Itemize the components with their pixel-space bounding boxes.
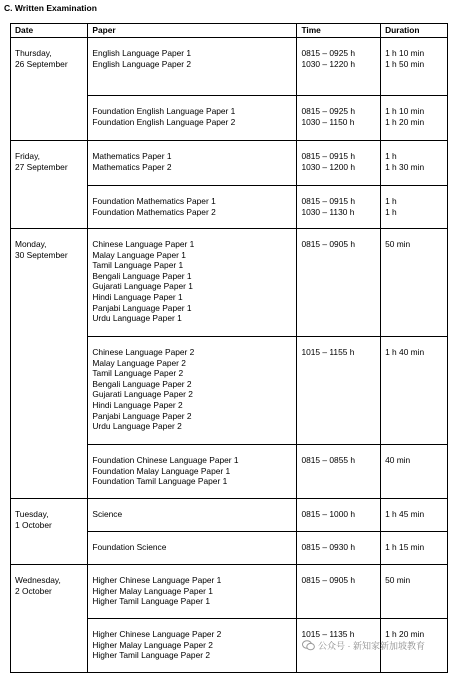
table-row	[11, 565, 448, 619]
duration-cell-line: 1 h 20 min	[385, 116, 425, 127]
paper-cell-line: English Language Paper 1	[92, 48, 192, 58]
time-cell-line: 1030 – 1150 h	[301, 116, 355, 127]
duration-cell-line: 1 h 20 min	[385, 629, 425, 639]
paper-cell-line: Tamil Language Paper 2	[92, 368, 184, 379]
table-row	[11, 229, 448, 337]
wechat-icon	[302, 640, 315, 651]
paper-cell	[88, 337, 297, 445]
duration-cell	[381, 38, 448, 96]
column-header-date: Date	[11, 24, 88, 38]
paper-cell-line: English Language Paper 2	[92, 58, 192, 69]
paper-cell-line: Hindi Language Paper 1	[92, 291, 183, 302]
paper-cell-line: Bengali Language Paper 2	[92, 378, 192, 389]
date-cell-line: 1 October	[15, 519, 52, 530]
duration-cell-line: 1 h 30 min	[385, 161, 425, 172]
section-heading: C. Written Examination	[4, 3, 97, 13]
paper-cell-line: Hindi Language Paper 2	[92, 399, 183, 410]
time-cell	[297, 565, 381, 619]
date-cell	[11, 565, 88, 673]
date-cell-line: Monday,	[15, 239, 47, 249]
duration-cell	[381, 337, 448, 445]
time-cell-line: 0815 – 0915 h	[301, 151, 355, 161]
paper-cell	[88, 619, 297, 673]
paper-cell-line: Chinese Language Paper 1	[92, 239, 195, 249]
time-cell-line: 0815 – 0930 h	[301, 542, 355, 552]
paper-cell-line: Science	[92, 509, 123, 519]
time-cell-line: 0815 – 0925 h	[301, 106, 355, 116]
paper-cell-line: Foundation Mathematics Paper 2	[92, 206, 216, 217]
date-cell-line: 27 September	[15, 161, 68, 172]
time-cell-line: 0815 – 0905 h	[301, 575, 355, 585]
exam-timetable	[10, 23, 448, 673]
time-cell-line: 1015 – 1135 h	[301, 629, 355, 639]
duration-cell	[381, 229, 448, 337]
duration-cell	[381, 565, 448, 619]
paper-cell-line: Bengali Language Paper 1	[92, 270, 192, 281]
duration-cell-line: 1 h 10 min	[385, 106, 425, 116]
duration-cell-line: 50 min	[385, 239, 411, 249]
time-cell	[297, 532, 381, 565]
time-cell	[297, 445, 381, 499]
date-cell	[11, 499, 88, 565]
date-cell-line: 30 September	[15, 249, 68, 260]
paper-cell	[88, 186, 297, 229]
paper-cell	[88, 532, 297, 565]
time-cell-line: 1030 – 1200 h	[301, 161, 355, 172]
time-cell	[297, 38, 381, 96]
paper-cell-line: Foundation Malay Language Paper 1	[92, 465, 231, 476]
paper-cell-line: Higher Chinese Language Paper 2	[92, 629, 222, 639]
paper-cell	[88, 445, 297, 499]
table-body	[11, 38, 448, 673]
paper-cell-line: Urdu Language Paper 1	[92, 313, 182, 324]
paper-cell	[88, 499, 297, 532]
paper-cell-line: Malay Language Paper 2	[92, 357, 186, 368]
column-header-duration: Duration	[381, 24, 448, 38]
time-cell-line: 0815 – 0905 h	[301, 239, 355, 249]
column-header-paper: Paper	[88, 24, 297, 38]
duration-cell	[381, 532, 448, 565]
paper-cell-line: Tamil Language Paper 1	[92, 260, 184, 271]
watermark-text: 公众号 · 新知家新加坡教育	[318, 641, 425, 651]
duration-cell-line: 1 h	[385, 206, 397, 217]
duration-cell-line: 1 h 15 min	[385, 542, 425, 552]
date-cell-line: 26 September	[15, 58, 68, 69]
date-cell-line: 2 October	[15, 585, 52, 596]
duration-cell	[381, 445, 448, 499]
time-cell	[297, 186, 381, 229]
paper-cell-line: Panjabi Language Paper 2	[92, 410, 192, 421]
date-cell-line: Thursday,	[15, 48, 52, 58]
duration-cell-line: 40 min	[385, 455, 411, 465]
paper-cell-line: Higher Malay Language Paper 1	[92, 585, 213, 596]
date-cell-line: Wednesday,	[15, 575, 61, 585]
paper-cell	[88, 565, 297, 619]
date-cell	[11, 141, 88, 229]
paper-cell-line: Foundation Chinese Language Paper 1	[92, 455, 239, 465]
duration-cell-line: 1 h 40 min	[385, 347, 425, 357]
time-cell-line: 1030 – 1130 h	[301, 206, 355, 217]
time-cell	[297, 499, 381, 532]
watermark	[302, 639, 425, 652]
date-cell-line: Tuesday,	[15, 509, 49, 519]
duration-cell-line: 1 h 50 min	[385, 58, 425, 69]
table-row	[11, 499, 448, 532]
time-cell-line: 0815 – 0925 h	[301, 48, 355, 58]
time-cell	[297, 141, 381, 186]
paper-cell-line: Mathematics Paper 2	[92, 161, 172, 172]
paper-cell	[88, 229, 297, 337]
paper-cell-line: Gujarati Language Paper 2	[92, 389, 193, 400]
paper-cell	[88, 96, 297, 141]
date-cell-line: Friday,	[15, 151, 40, 161]
duration-cell-line: 50 min	[385, 575, 411, 585]
paper-cell-line: Foundation English Language Paper 2	[92, 116, 236, 127]
time-cell	[297, 229, 381, 337]
paper-cell	[88, 38, 297, 96]
paper-cell-line: Mathematics Paper 1	[92, 151, 172, 161]
paper-cell-line: Foundation Science	[92, 542, 167, 552]
paper-cell-line: Foundation Mathematics Paper 1	[92, 196, 216, 206]
time-cell-line: 0815 – 0855 h	[301, 455, 355, 465]
paper-cell-line: Malay Language Paper 1	[92, 249, 186, 260]
paper-cell-line: Foundation Tamil Language Paper 1	[92, 476, 228, 487]
paper-cell-line: Panjabi Language Paper 1	[92, 302, 192, 313]
date-cell	[11, 38, 88, 141]
paper-cell	[88, 141, 297, 186]
duration-cell-line: 1 h	[385, 151, 397, 161]
duration-cell	[381, 141, 448, 186]
date-cell	[11, 229, 88, 499]
table-row	[11, 141, 448, 186]
paper-cell-line: Higher Malay Language Paper 2	[92, 639, 213, 650]
paper-cell-line: Urdu Language Paper 2	[92, 421, 182, 432]
paper-cell-line: Chinese Language Paper 2	[92, 347, 195, 357]
table-header-row	[11, 24, 448, 38]
time-cell-line: 1030 – 1220 h	[301, 58, 355, 69]
duration-cell-line: 1 h 10 min	[385, 48, 425, 58]
table-row	[11, 38, 448, 96]
column-header-time: Time	[297, 24, 381, 38]
paper-cell-line: Higher Chinese Language Paper 1	[92, 575, 222, 585]
duration-cell-line: 1 h 45 min	[385, 509, 425, 519]
paper-cell-line: Gujarati Language Paper 1	[92, 281, 193, 292]
duration-cell-line: 1 h	[385, 196, 397, 206]
time-cell-line: 1015 – 1155 h	[301, 347, 355, 357]
paper-cell-line: Higher Tamil Language Paper 1	[92, 596, 210, 607]
duration-cell	[381, 96, 448, 141]
time-cell	[297, 96, 381, 141]
paper-cell-line: Foundation English Language Paper 1	[92, 106, 236, 116]
paper-cell-line: Higher Tamil Language Paper 2	[92, 650, 210, 661]
time-cell-line: 0815 – 1000 h	[301, 509, 355, 519]
time-cell	[297, 337, 381, 445]
time-cell-line: 0815 – 0915 h	[301, 196, 355, 206]
duration-cell	[381, 499, 448, 532]
duration-cell	[381, 186, 448, 229]
